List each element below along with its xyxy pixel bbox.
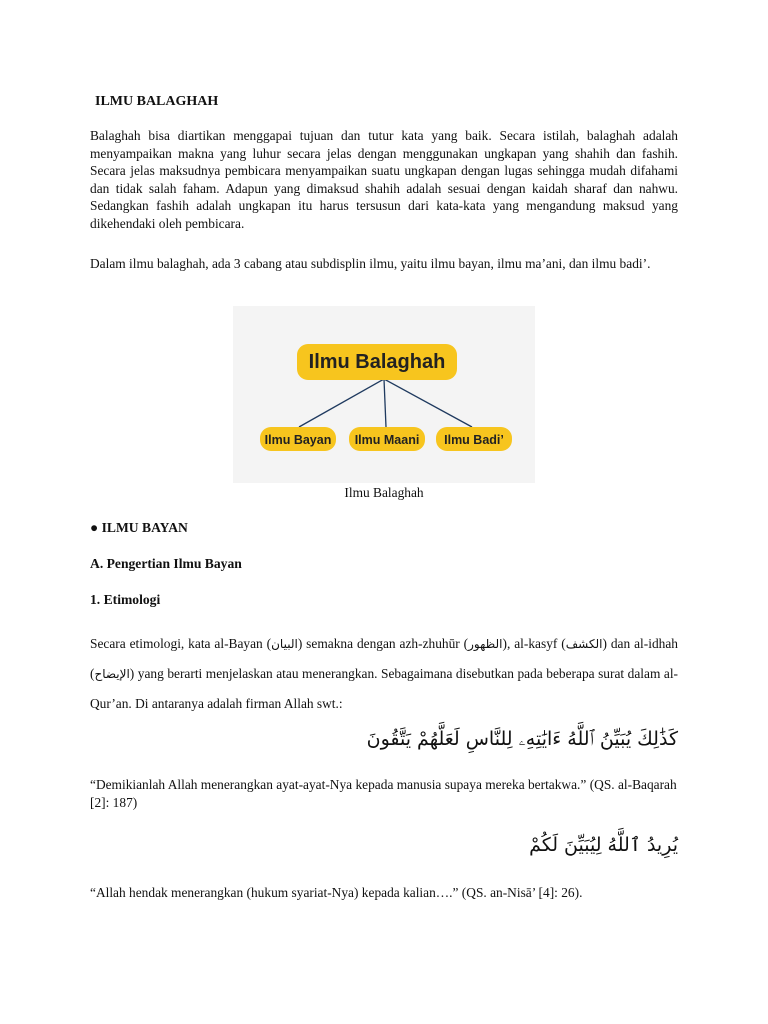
etimologi-text-4: ) dan al-idhah ( (90, 636, 678, 681)
etimologi-paragraph (90, 629, 678, 718)
verse-1-arabic: كَذَٰلِكَ يُبَيِّنُ ٱللَّهُ ءَايَٰتِهِۦ لِلنَّاسِ لَعَلَّهُمْ يَتَّقُونَ (366, 728, 678, 750)
arabic-al-kasyf: الكشف (565, 637, 603, 651)
balaghah-diagram (233, 306, 535, 483)
child-node-badi-label: Ilmu Badi’ (444, 433, 504, 447)
definition-paragraph: Balaghah bisa diartikan menggapai tujuan dan tutur kata yang baik. Secara istilah, balaghah adalah menyampaikan makna yang luhur secara jelas dengan menggunakan ungkapan yang shahih dan fashih. Secara jelas maksudnya pembicara menyampaikan suatu ungkapan dengan lugas sehingga mudah difahami dan tidak salah faham. Adapun yang dimaksud shahih adalah sesuai dengan kaidah sharaf dan nahwu. Sedangkan fashih adalah ungkapan itu harus tersusun dari kata-kata yang mengandung maksud yang dikehendaki oleh pembicara. (90, 128, 678, 231)
subheading-etimologi: 1. Etimologi (90, 592, 161, 607)
verse-1-translation: “Demikianlah Allah menerangkan ayat-ayat-Nya kepada manusia supaya mereka bertakwa.” (QS. al-Baqarah [2]: 187) (90, 777, 677, 810)
branches-paragraph: Dalam ilmu balaghah, ada 3 cabang atau subdisplin ilmu, yaitu ilmu bayan, ilmu ma’ani, dan ilmu badi’. (90, 256, 651, 271)
verse-2-translation: “Allah hendak menerangkan (hukum syariat-Nya) kepada kalian….” (QS. an-Nisā’ [4]: 26). (90, 885, 583, 900)
child-node-bayan-label: Ilmu Bayan (264, 433, 332, 447)
diagram-svg (233, 306, 535, 483)
section-heading-ilmu-bayan: ● ILMU BAYAN (90, 520, 188, 535)
figure-caption: Ilmu Balaghah (344, 485, 424, 500)
document-title: ILMU BALAGHAH (95, 94, 219, 109)
etimologi-text-2: ) semakna dengan azh-zhuhūr ( (297, 636, 469, 651)
etimologi-text-3: ), al-kasyf ( (502, 636, 566, 651)
arabic-al-bayan: البيان (271, 637, 298, 651)
arabic-al-idhah: الإيضاح (94, 667, 130, 681)
root-node-label: Ilmu Balaghah (308, 351, 446, 373)
subheading-pengertian: A. Pengertian Ilmu Bayan (90, 556, 242, 571)
arabic-azh-zhuhur: الظهور (468, 637, 503, 651)
verse-2-arabic: يُرِيدُ ٱللَّهُ لِيُبَيِّنَ لَكُمْ (529, 834, 678, 856)
etimologi-text-5: ) yang berarti menjelaskan atau menerangkan. Sebagaimana disebutkan pada beberapa surat dalam al-Qur’an. Di antaranya adalah firman Allah swt.: (90, 666, 678, 711)
child-node-maani-label: Ilmu Maani (354, 433, 420, 447)
etimologi-text-1: Secara etimologi, kata al-Bayan ( (90, 636, 272, 651)
